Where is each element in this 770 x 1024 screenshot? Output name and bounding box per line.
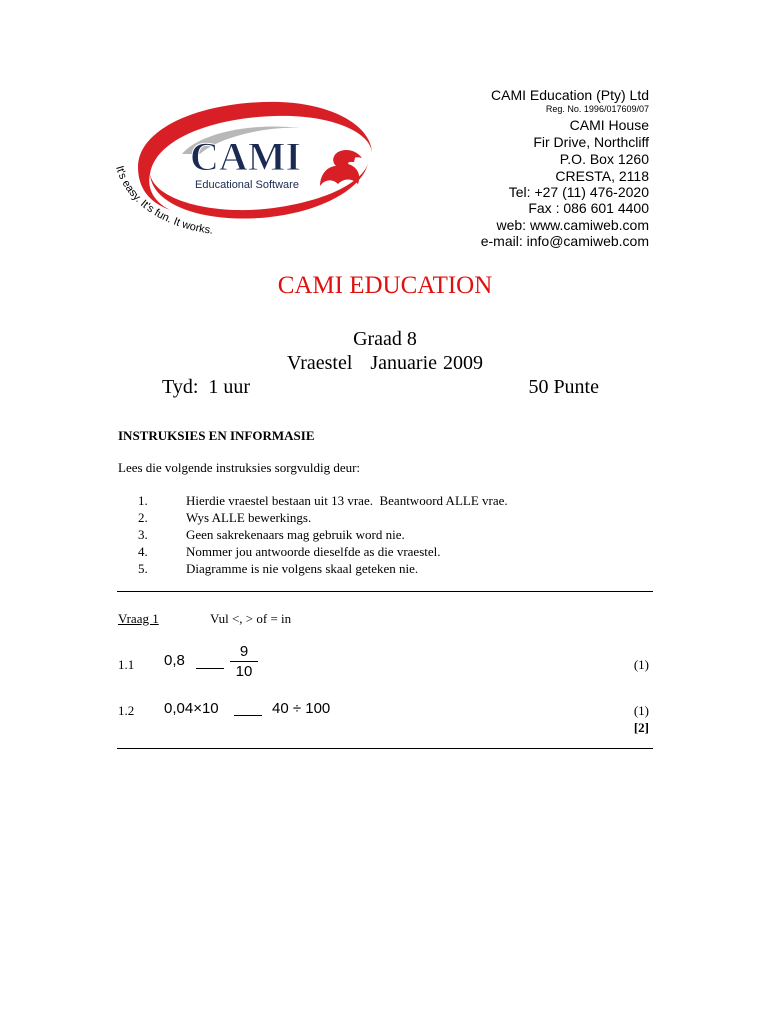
list-item <box>138 543 508 560</box>
math-expression: 0,04×10 <box>164 700 219 717</box>
registration-number: Reg. No. 1996/017609/07 <box>545 104 649 114</box>
cami-logo <box>110 92 380 252</box>
list-number: 4. <box>138 544 148 559</box>
item-number: 1.2 <box>118 703 135 718</box>
address-line: P.O. Box 1260 <box>559 151 649 167</box>
answer-blank[interactable] <box>234 715 262 716</box>
divider <box>117 748 653 749</box>
list-number: 3. <box>138 527 148 542</box>
question-instruction: Vul <, > of = in <box>210 611 292 626</box>
list-number: 1. <box>138 493 148 508</box>
list-number: 5. <box>138 561 148 576</box>
document-title: CAMI EDUCATION <box>277 272 493 299</box>
list-number: 2. <box>138 510 148 525</box>
divider <box>117 591 653 592</box>
list-item <box>138 560 508 577</box>
email-address: e-mail: info@camiweb.com <box>480 233 649 249</box>
instructions-heading: INSTRUKSIES EN INFORMASIE <box>118 428 315 443</box>
fraction-numerator: 9 <box>239 643 249 660</box>
fraction <box>230 643 258 680</box>
answer-blank[interactable] <box>196 668 224 669</box>
math-expression: 0,8 <box>164 652 185 669</box>
list-item <box>138 526 508 543</box>
list-text: Hierdie vraestel bestaan uit 13 vrae. Beantwoord ALLE vrae. <box>186 493 508 508</box>
logo-slogan: It's easy. It's fun. It works. <box>113 164 214 237</box>
question-label: Vraag 1 <box>118 611 159 626</box>
address-line: CAMI House <box>569 117 649 133</box>
list-text: Diagramme is nie volgens skaal geteken nie. <box>186 561 419 576</box>
time-label: Tyd: 1 uur <box>162 376 251 398</box>
grade-label: Graad 8 <box>353 328 417 350</box>
logo-subtitle: Educational Software <box>195 179 299 191</box>
fraction-bar <box>230 661 258 662</box>
address-line: CRESTA, 2118 <box>555 168 649 184</box>
phone-number: Tel: +27 (11) 476-2020 <box>508 184 649 200</box>
total-marks-label: 50 Punte <box>528 376 599 398</box>
item-number: 1.1 <box>118 657 135 672</box>
item-mark: (1) <box>633 657 649 672</box>
fraction-denominator: 10 <box>235 663 253 680</box>
instructions-list <box>138 492 508 577</box>
instructions-intro: Lees die volgende instruksies sorgvuldig deur: <box>118 460 361 475</box>
list-item <box>138 509 508 526</box>
logo-wordmark: CAMI <box>190 134 302 179</box>
question-total: [2] <box>633 720 649 735</box>
item-mark: (1) <box>633 703 649 718</box>
address-line: Fir Drive, Northcliff <box>533 134 649 150</box>
website: web: www.camiweb.com <box>496 217 649 233</box>
paper-label: Vraestel Januarie 2009 <box>286 352 484 374</box>
company-name: CAMI Education (Pty) Ltd <box>491 87 649 103</box>
list-text: Geen sakrekenaars mag gebruik word nie. <box>186 527 405 542</box>
list-item <box>138 492 508 509</box>
fax-number: Fax : 086 601 4400 <box>528 200 649 216</box>
list-text: Wys ALLE bewerkings. <box>186 510 312 525</box>
dragon-icon <box>320 150 362 186</box>
math-expression: 40 ÷ 100 <box>272 700 331 717</box>
list-text: Nommer jou antwoorde dieselfde as die vraestel. <box>186 544 441 559</box>
